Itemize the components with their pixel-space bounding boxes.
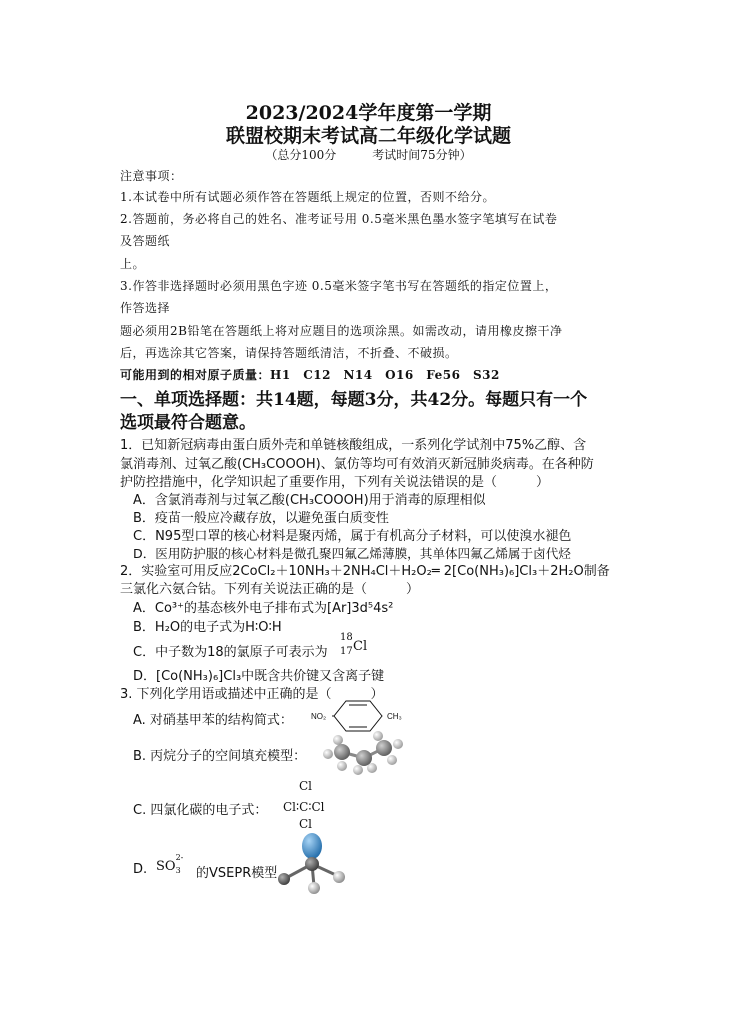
- question-2-option-d: D．[Co(NH₃)₆]Cl₃中既含共价键又含离子键: [133, 669, 385, 684]
- vsepr-model-icon: [272, 832, 350, 896]
- notice-heading: 注意事项：: [120, 169, 183, 183]
- question-2-option-a: A．Co³⁺的基态核外电子排布式为[Ar]3d⁵4s²: [133, 601, 394, 616]
- sulfite-symbol: SO: [156, 859, 176, 874]
- benzene-ring-icon: [332, 699, 384, 733]
- section-heading: 一、单项选择题：共14题，每题3分，共42分。每题只有一个: [120, 390, 588, 410]
- sulfite-charge: 2-: [175, 853, 184, 862]
- question-1-option-a: A．含氯消毒剂与过氧乙酸(CH₃COOOH)用于消毒的原理相似: [133, 493, 486, 508]
- question-2-stem: 2．实验室可用反应2CoCl₂＋10NH₃＋2NH₄Cl＋H₂O₂═ 2[Co(NH₃)₆]Cl₃＋2H₂O制备: [120, 564, 610, 579]
- ccl4-electron-formula: Cl∶C∶Cl: [283, 800, 325, 814]
- question-3-option-b: B. 丙烷分子的空间填充模型：: [133, 749, 307, 764]
- isotope-mass-number: 18: [340, 632, 353, 643]
- notice-line: 后，再选涂其它答案，请保持答题纸清洁，不折叠、不破损。: [120, 346, 458, 360]
- atomic-masses: 可能用到的相对原子质量：H1 C12 N14 O16 Fe56 S32: [120, 368, 500, 382]
- question-1-option-d: D．医用防护服的核心材料是微孔聚四氟乙烯薄膜，其单体四氟乙烯属于卤代烃: [133, 546, 571, 561]
- nitro-group-label: NO₂: [311, 712, 327, 721]
- question-3-option-a: A. 对硝基甲苯的结构简式：: [133, 713, 293, 728]
- question-1-option-b: B．疫苗一般应冷藏存放，以避免蛋白质变性: [133, 511, 389, 526]
- question-3-option-c: C. 四氯化碳的电子式：: [133, 803, 268, 818]
- exam-title-line2: 联盟校期末考试高二年级化学试题: [225, 125, 511, 147]
- question-2-stem: 三氯化六氨合钴。下列有关说法正确的是（ ）: [120, 582, 420, 597]
- propane-space-filling-model-icon: [318, 730, 406, 778]
- question-1-stem: 氯消毒剂、过氧乙酸(CH₃COOOH)、氯仿等均可有效消灭新冠肺炎病毒。在各种防: [120, 457, 594, 472]
- notice-line: 2.答题前，务必将自己的姓名、准考证号用 0.5毫米黑色墨水签字笔填写在试卷: [120, 212, 558, 226]
- question-1-option-c: C．N95型口罩的核心材料是聚丙烯，属于有机高分子材料，可以使溴水褪色: [133, 529, 572, 544]
- sulfite-subscript: 3: [175, 866, 181, 875]
- notice-line: 题必须用2B铅笔在答题纸上将对应题目的选项涂黑。如需改动，请用橡皮擦干净: [120, 324, 563, 338]
- exam-title-line1: 2023/2024学年度第一学期: [245, 102, 492, 124]
- question-3-option-d-label: 的VSEPR模型: [196, 866, 278, 881]
- notice-line: 作答选择: [120, 301, 171, 315]
- question-3-stem: 3. 下列化学用语或描述中正确的是（ ）: [120, 687, 384, 702]
- ccl4-top-chlorine: Cl: [299, 779, 313, 793]
- notice-line: 及答题纸: [120, 234, 171, 248]
- sulfite-formula: [156, 853, 184, 875]
- notice-line: 1.本试卷中所有试题必须作答在答题纸上规定的位置，否则不给分。: [120, 190, 495, 204]
- question-2-option-c: C．中子数为18的氯原子可表示为: [133, 645, 328, 660]
- ccl4-bottom-chlorine: Cl: [299, 817, 313, 831]
- question-1-stem: 1．已知新冠病毒由蛋白质外壳和单链核酸组成，一系列化学试剂中75%乙醇、含: [120, 438, 587, 453]
- notice-line: 上。: [120, 257, 146, 271]
- question-3-option-d: D.: [133, 862, 148, 877]
- methyl-group-label: CH₃: [387, 712, 402, 721]
- question-1-stem: 护防控措施中，化学知识起了重要作用，下列有关说法错误的是（ ）: [120, 475, 550, 490]
- question-2-option-b: B．H₂O的电子式为H∶O∶H: [133, 620, 282, 635]
- section-heading: 选项最符合题意。: [120, 413, 256, 433]
- isotope-symbol: Cl: [353, 639, 368, 654]
- notice-line: 3.作答非选择题时必须用黑色字迹 0.5毫米签字笔书写在答题纸的指定位置上，: [120, 279, 558, 293]
- exam-subtitle: （总分100分 考试时间75分钟）: [265, 148, 472, 162]
- isotope-atomic-number: 17: [340, 646, 353, 657]
